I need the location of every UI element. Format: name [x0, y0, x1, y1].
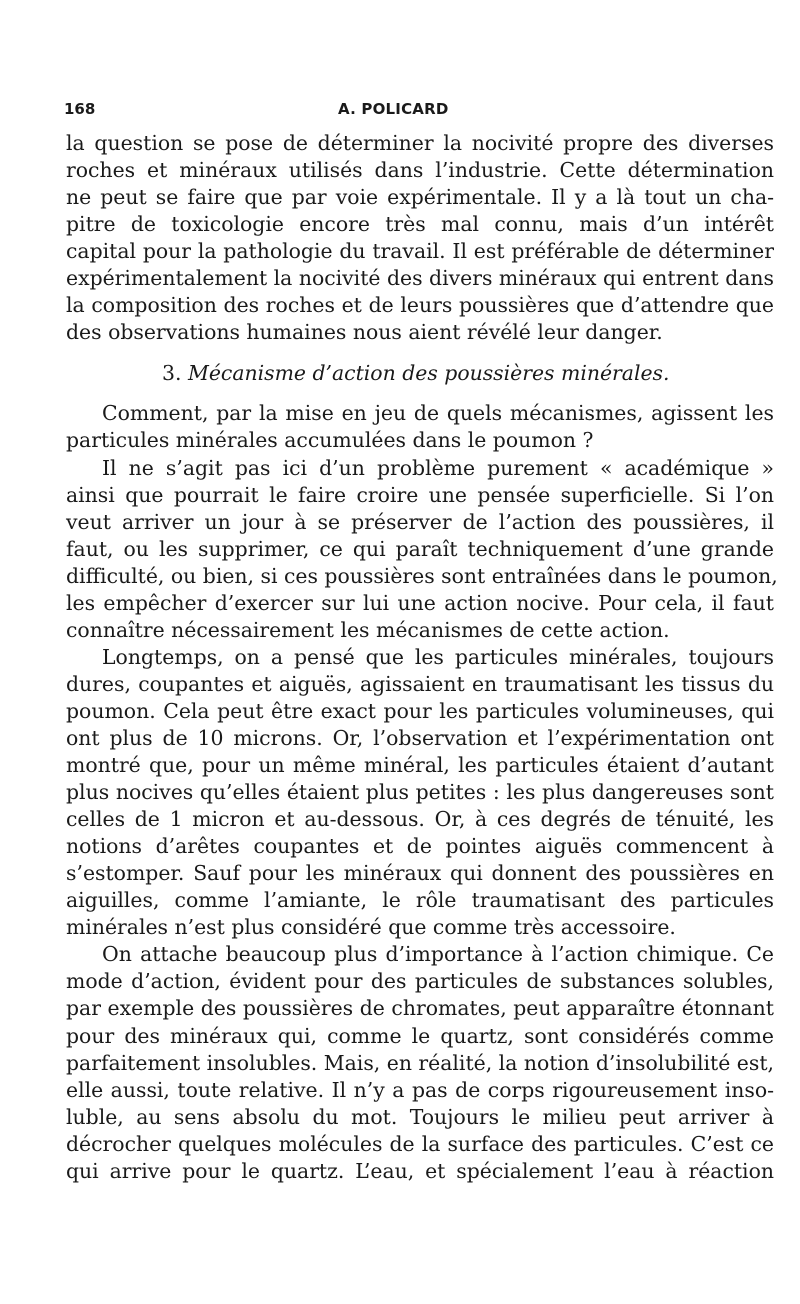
text-line: plus nocives qu’elles étaient plus petites : les plus dangereuses sont [66, 780, 774, 805]
text-line: particules minérales accumulées dans le poumon ? [66, 428, 594, 453]
paragraph-3 [66, 455, 778, 644]
text-line: Longtemps, on a pensé que les particules minérales, toujours [102, 644, 774, 669]
text-line: qui arrive pour le quartz. L’eau, et spécialement l’eau à réaction [66, 1158, 774, 1183]
paragraph-4 [66, 644, 774, 942]
text-line: décrocher quelques molécules de la surface des particules. C’est ce [66, 1131, 774, 1156]
section-title: Mécanisme d’action des poussières minérales. [187, 361, 670, 386]
text-line: celles de 1 micron et au-dessous. Or, à ces degrés de ténuité, les [66, 807, 774, 832]
text-line: montré que, pour un même minéral, les particules étaient d’autant [66, 753, 774, 778]
text-line: poumon. Cela peut être exact pour les particules volumineuses, qui [66, 698, 774, 723]
paragraph-2 [66, 400, 774, 454]
text-line: la question se pose de déterminer la nocivité propre des diverses [66, 131, 774, 155]
text-line: capital pour la pathologie du travail. Il est préférable de déterminer [66, 239, 774, 264]
text-line: difficulté, ou bien, si ces poussières sont entraînées dans le poumon, [66, 563, 778, 588]
text-line: les empêcher d’exercer sur lui une action nocive. Pour cela, il faut [66, 590, 774, 615]
section-number: 3. [162, 361, 182, 386]
text-line: ont plus de 10 microns. Or, l’observation et l’expérimentation ont [66, 725, 774, 750]
page-number: 168 [64, 100, 96, 118]
text-line: s’estomper. Sauf pour les minéraux qui donnent des poussières en [66, 861, 774, 886]
text-line: ainsi que pourrait le faire croire une pensée superficielle. Si l’on [66, 482, 774, 507]
running-title: A. POLICARD [338, 100, 449, 118]
text-line: expérimentalement la nocivité des divers minéraux qui entrent dans [66, 266, 774, 291]
text-line: pitre de toxicologie encore très mal connu, mais d’un intérêt [66, 212, 774, 237]
text-line: elle aussi, toute relative. Il n’y a pas de corps rigoureusement inso- [66, 1077, 774, 1102]
page [64, 100, 778, 1185]
section-heading [66, 360, 774, 387]
text-line: dures, coupantes et aiguës, agissaient en traumatisant les tissus du [66, 671, 774, 696]
text-line: roches et minéraux utilisés dans l’industrie. Cette détermination [66, 158, 774, 183]
text-line: par exemple des poussières de chromates, peut apparaître étonnant [66, 996, 774, 1021]
text-line: mode d’action, évident pour des particules de substances solubles, [66, 969, 774, 994]
text-line: connaître nécessairement les mécanismes de cette action. [66, 617, 670, 642]
text-line: minérales n’est plus considéré que comme très accessoire. [66, 915, 676, 940]
text-line: Comment, par la mise en jeu de quels mécanismes, agissent les [102, 401, 774, 426]
paragraph-5 [66, 941, 774, 1184]
text-line: notions d’arêtes coupantes et de pointes aiguës commencent à [66, 834, 774, 859]
text-line: Il ne s’agit pas ici d’un problème purement « académique » [102, 455, 774, 480]
text-line: pour des minéraux qui, comme le quartz, sont considérés comme [66, 1023, 774, 1048]
text-line: parfaitement insolubles. Mais, en réalité, la notion d’insolubilité est, [66, 1050, 774, 1075]
text-line: On attache beaucoup plus d’importance à l’action chimique. Ce [102, 942, 774, 967]
text-line: veut arriver un jour à se préserver de l’action des poussières, il [66, 509, 774, 534]
text-line: aiguilles, comme l’amiante, le rôle traumatisant des particules [66, 888, 774, 913]
text-line: des observations humaines nous aient révélé leur danger. [66, 320, 663, 345]
paragraph-1 [66, 130, 774, 346]
running-head [66, 100, 774, 130]
text-line: faut, ou les supprimer, ce qui paraît techniquement d’une grande [66, 536, 774, 561]
text-line: luble, au sens absolu du mot. Toujours le milieu peut arriver à [66, 1104, 774, 1129]
text-line: ne peut se faire que par voie expérimentale. Il y a là tout un cha- [66, 185, 774, 210]
text-line: la composition des roches et de leurs poussières que d’attendre que [66, 293, 774, 318]
